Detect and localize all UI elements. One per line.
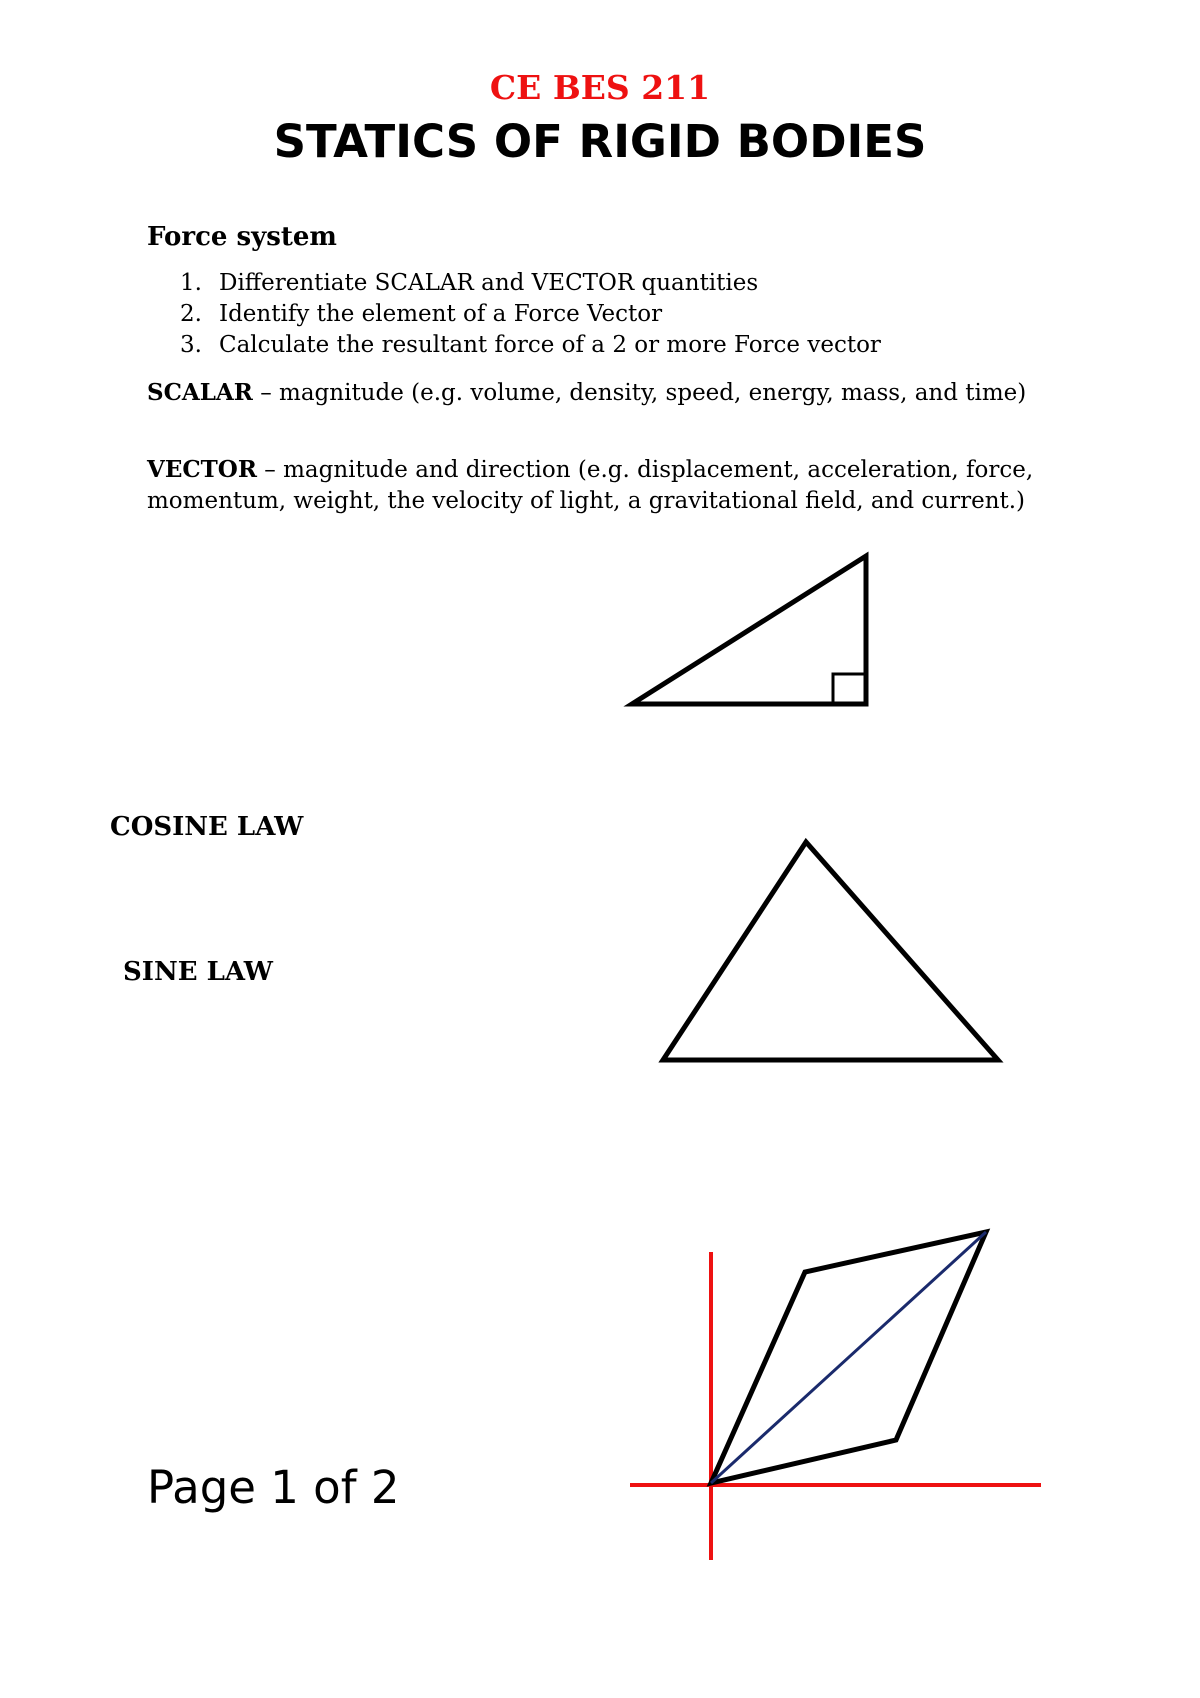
list-number: 3. xyxy=(180,332,202,358)
vector-term: VECTOR xyxy=(147,456,257,483)
resultant-diagonal xyxy=(711,1232,986,1483)
list-text: Identify the element of a Force Vector xyxy=(219,301,663,327)
vector-description: – magnitude and direction (e.g. displacement, acceleration, force, momentum, weight, the velocity of light, a gravitational field, and current.) xyxy=(147,457,1034,514)
page-title: STATICS OF RIGID BODIES xyxy=(273,115,927,168)
scalar-term: SCALAR xyxy=(147,379,253,406)
right-angle-marker xyxy=(833,674,866,704)
page-number: Page 1 of 2 xyxy=(147,1461,400,1514)
oblique-triangle xyxy=(663,842,998,1060)
list-number: 1. xyxy=(180,270,202,296)
list-text: Differentiate SCALAR and VECTOR quantities xyxy=(219,270,759,296)
section-heading: Force system xyxy=(147,222,337,252)
parallelogram-figure xyxy=(630,1232,1041,1560)
list-number: 2. xyxy=(180,301,202,327)
course-code: CE BES 211 xyxy=(489,68,711,107)
right-triangle-figure xyxy=(632,556,866,704)
list-text: Calculate the resultant force of a 2 or more Force vector xyxy=(219,332,881,358)
sine-law-label: SINE LAW xyxy=(123,957,273,987)
scalar-description: – magnitude (e.g. volume, density, speed, energy, mass, and time) xyxy=(252,380,1027,406)
right-triangle xyxy=(632,556,866,704)
cosine-law-label: COSINE LAW xyxy=(110,812,304,842)
